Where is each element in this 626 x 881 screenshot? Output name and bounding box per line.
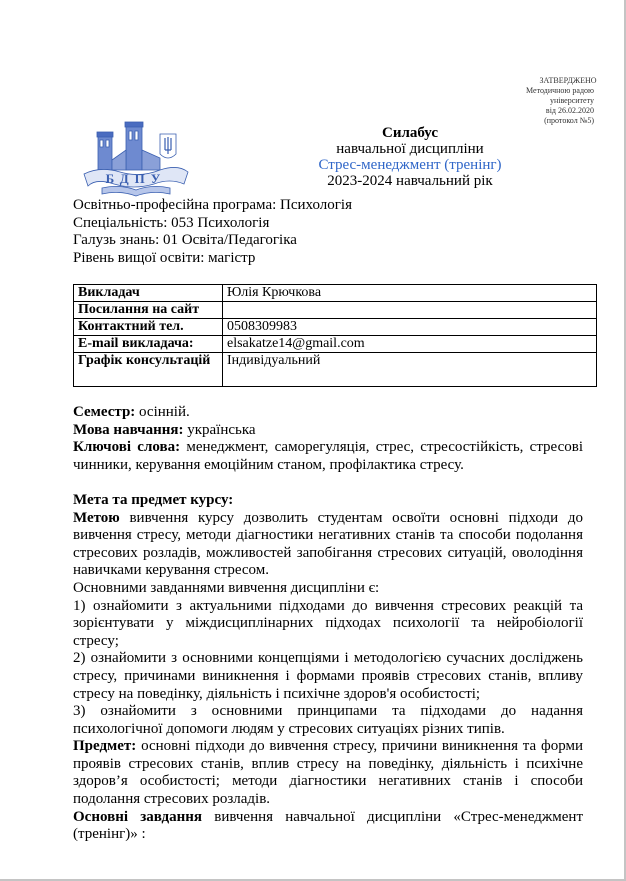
approval-line: університету — [549, 96, 594, 105]
task-item: 3) ознайомити з основними принципами та підходами до надання психологічної допомоги людям у стресових ситуаціях різних типів. — [73, 703, 583, 737]
table-row — [74, 302, 597, 319]
section-heading: Мета та предмет курсу: — [73, 491, 234, 508]
keywords: Ключові слова: менеджмент, саморегуляція, стрес, стресостійкість, стресові чинники, керування емоційним станом, профілактика стресу. — [73, 439, 583, 473]
table-row — [74, 353, 597, 387]
svg-text:БДПУ: БДПУ — [105, 171, 167, 186]
academic-year: 2023-2024 навчальний рік — [327, 173, 493, 189]
field-of-knowledge: Галузь знань: 01 Освіта/Педагогіка — [73, 232, 297, 248]
course-name: Стрес-менеджмент (тренінг) — [318, 157, 502, 173]
table-value: Індивідуальний — [223, 353, 597, 387]
table-label: Посилання на сайт — [74, 302, 223, 319]
approval-line: від 26.02.2020 — [545, 106, 594, 115]
syllabus-subtitle: навчальної дисципліни — [336, 141, 484, 157]
tasks-intro: Основними завданнями вивчення дисципліни є: — [73, 579, 380, 596]
task-item: 1) ознайомити з актуальними підходами до вивчення стресових реакцій та зорієнтувати у міждисциплінарних підходах психології та нейробіології стресу; — [73, 597, 583, 649]
semester: Семестр: осінній. — [73, 404, 190, 420]
syllabus-title: Силабус — [381, 125, 438, 141]
table-row — [74, 319, 597, 336]
approval-line: (протокол №5) — [544, 116, 594, 125]
syllabus-body — [73, 404, 583, 844]
task-item: 2) ознайомити з основними концепціями і методологією сучасних досліджень стресу, причинами виникнення і формами проявів стресових станів, впливу стресу на поведінку, діяльність і психічне здоров'я особистості; — [73, 650, 583, 702]
program: Освітньо-професійна програма: Психологія — [73, 197, 352, 213]
approval-line: ЗАТВЕРДЖЕНО — [539, 76, 597, 85]
email-value: elsakatze14@gmail.com — [223, 336, 597, 353]
table-value: Юлія Крючкова — [223, 285, 597, 302]
language: Мова навчання: українська — [73, 421, 256, 438]
table-row — [74, 285, 597, 302]
table-row — [74, 336, 597, 353]
approval-stamp — [474, 76, 597, 126]
education-level: Рівень вищої освіти: магістр — [73, 249, 256, 266]
table-label: Викладач — [74, 285, 223, 302]
course-goal: Метою вивчення курсу дозволить студентам освоїти основні підходи до вивчення стресу, методи діагностики негативних станів та способи подолання стресових розладів, можливостей запобігання стресових ситуацій, оволодіння навичками керування стресом. — [73, 509, 583, 579]
program-meta — [73, 197, 352, 267]
main-tasks: Основні завдання вивчення навчальної дисципліни «Стрес-менеджмент (тренінг)» : — [73, 808, 584, 843]
table-label: Контактний тел. — [74, 319, 223, 336]
title-block — [280, 125, 540, 189]
table-label: E-mail викладача: — [74, 336, 223, 353]
table-value: 0508309983 — [223, 319, 597, 336]
university-logo — [80, 120, 192, 198]
specialty: Спеціальність: 053 Психологія — [73, 214, 270, 231]
university-logo-icon — [80, 120, 192, 198]
table-label: Графік консультацій — [74, 353, 223, 387]
website-link[interactable] — [223, 302, 597, 319]
approval-line: Методичною радою — [526, 86, 594, 95]
instructor-info-table — [73, 284, 597, 387]
course-subject: Предмет: основні підходи до вивчення стресу, причини виникнення та форми проявів стресових станів, вплив стресу на поведінку, діяльність і психічне здоров’я особистості; методи діагностики негативних станів і способи подолання стресових розладів. — [73, 738, 583, 808]
